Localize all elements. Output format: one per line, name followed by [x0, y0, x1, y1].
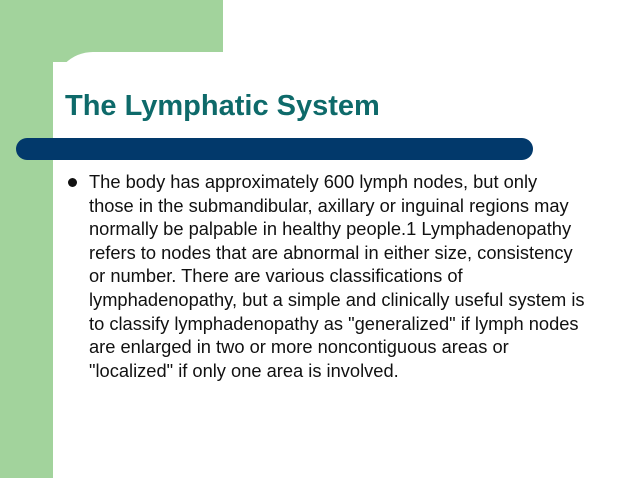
bullet-dot-icon — [68, 178, 77, 187]
slide-title: The Lymphatic System — [65, 90, 380, 122]
bullet-list — [65, 170, 585, 382]
bullet-item — [65, 170, 585, 382]
title-underline-bar — [16, 138, 533, 160]
background-accent-left — [0, 0, 53, 478]
bullet-text: The body has approximately 600 lymph nodes, but only those in the submandibular, axillary or inguinal regions may normally be palpable in healthy people.1 Lymphadenopathy refers to nodes that are abnormal in either size, consistency or number. There are various classifications of lymphadenopathy, but a simple and clinically useful system is to classify lymphadenopathy as "generalized" if lymph nodes are enlarged in two or more noncontiguous areas or "localized" if only one area is involved. — [89, 171, 585, 381]
